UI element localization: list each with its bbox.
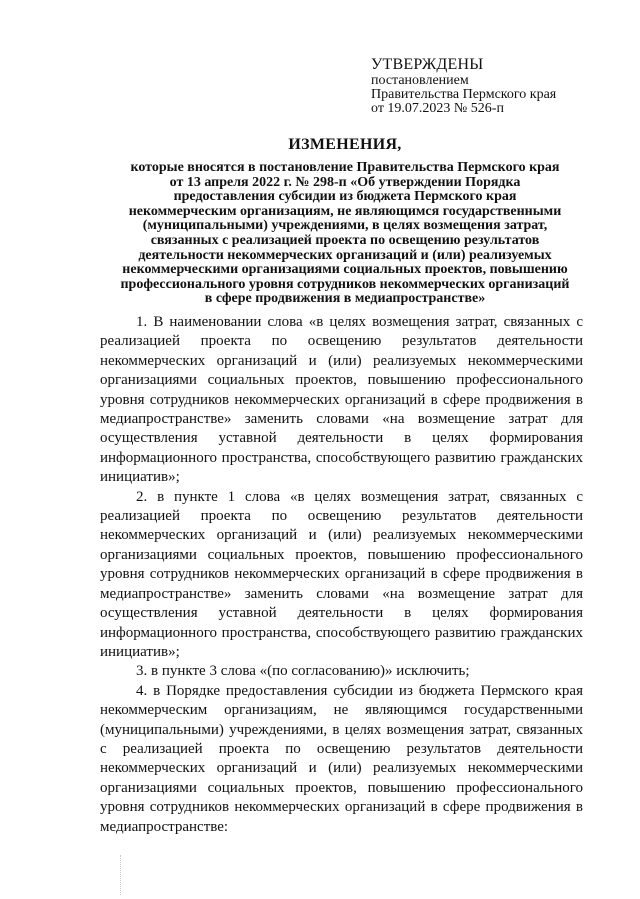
heading-line: некоммерческим организациям, не являющимся государственными: [128, 203, 562, 219]
paragraph-4: 4. в Порядке предоставления субсидии из бюджета Пермского края некоммерческим организациям, не являющимся государственными (муниципальными) учреждениями, в целях возмещения затрат, связанных с реализацией проекта по освещению результатов деятельности некоммерческих организаций и (или) реализуемых некоммерческими организациями социальных проектов, повышению профессионального уровня сотрудников некоммерческих организаций в сфере продвижения в медиапространстве:: [100, 682, 583, 835]
heading-title: ИЗМЕНЕНИЯ,: [288, 136, 402, 153]
heading-line: предоставления субсидии из бюджета Пермского края: [173, 189, 517, 205]
document-body: [100, 313, 583, 837]
paragraph-2: 2. в пункте 1 слова «в целях возмещения затрат, связанных с реализацией проекта по освещению результатов деятельности некоммерческих организаций и (или) реализуемых некоммерческими организациями социальных проектов, повышению профессионального уровня сотрудников некоммерческих организаций в сфере продвижения в медиапространстве» заменить словами «на возмещение затрат для осуществления уставной деятельности в целях формирования информационного пространства, способствующего развитию гражданских инициатив»;: [100, 488, 583, 660]
paragraph-1: 1. В наименовании слова «в целях возмещения затрат, связанных с реализацией проекта по освещению результатов деятельности некоммерческих организаций и (или) реализуемых некоммерческими организациями социальных проектов, повышению профессионального уровня сотрудников некоммерческих организаций в сфере продвижения в медиапространстве» заменить словами «на возмещение затрат для осуществления уставной деятельности в целях формирования информационного пространства, способствующего развитию гражданских инициатив»;: [100, 314, 583, 486]
heading-line: связанных с реализацией проекта по освещению результатов: [150, 232, 540, 248]
approval-line-1: постановлением: [371, 73, 469, 88]
heading-line: которые вносятся в постановление Правительства Пермского края: [130, 160, 560, 175]
approval-line-2: Правительства Пермского края: [371, 87, 557, 102]
approval-line-3: от 19.07.2023 № 526-п: [371, 101, 504, 116]
heading-line: деятельности некоммерческих организаций и (или) реализуемых: [138, 247, 552, 263]
heading-line: (муниципальными) учреждениями, в целях возмещения затрат,: [142, 218, 548, 234]
approval-stamp: [371, 56, 621, 116]
approval-title: УТВЕРЖДЕНЫ: [371, 56, 484, 73]
paragraph-3: 3. в пункте 3 слова «(по согласованию)» исключить;: [136, 663, 470, 680]
heading-line: в сфере продвижения в медиапространстве»: [204, 291, 486, 307]
heading-line: некоммерческими организациями социальных проектов, повышению: [122, 262, 568, 278]
heading-line: профессионального уровня сотрудников некоммерческих организаций: [120, 276, 570, 292]
document-heading: [90, 135, 600, 307]
scan-artifact: [120, 855, 129, 895]
heading-line: от 13 апреля 2022 г. № 298-п «Об утверждении Порядка: [169, 174, 521, 190]
